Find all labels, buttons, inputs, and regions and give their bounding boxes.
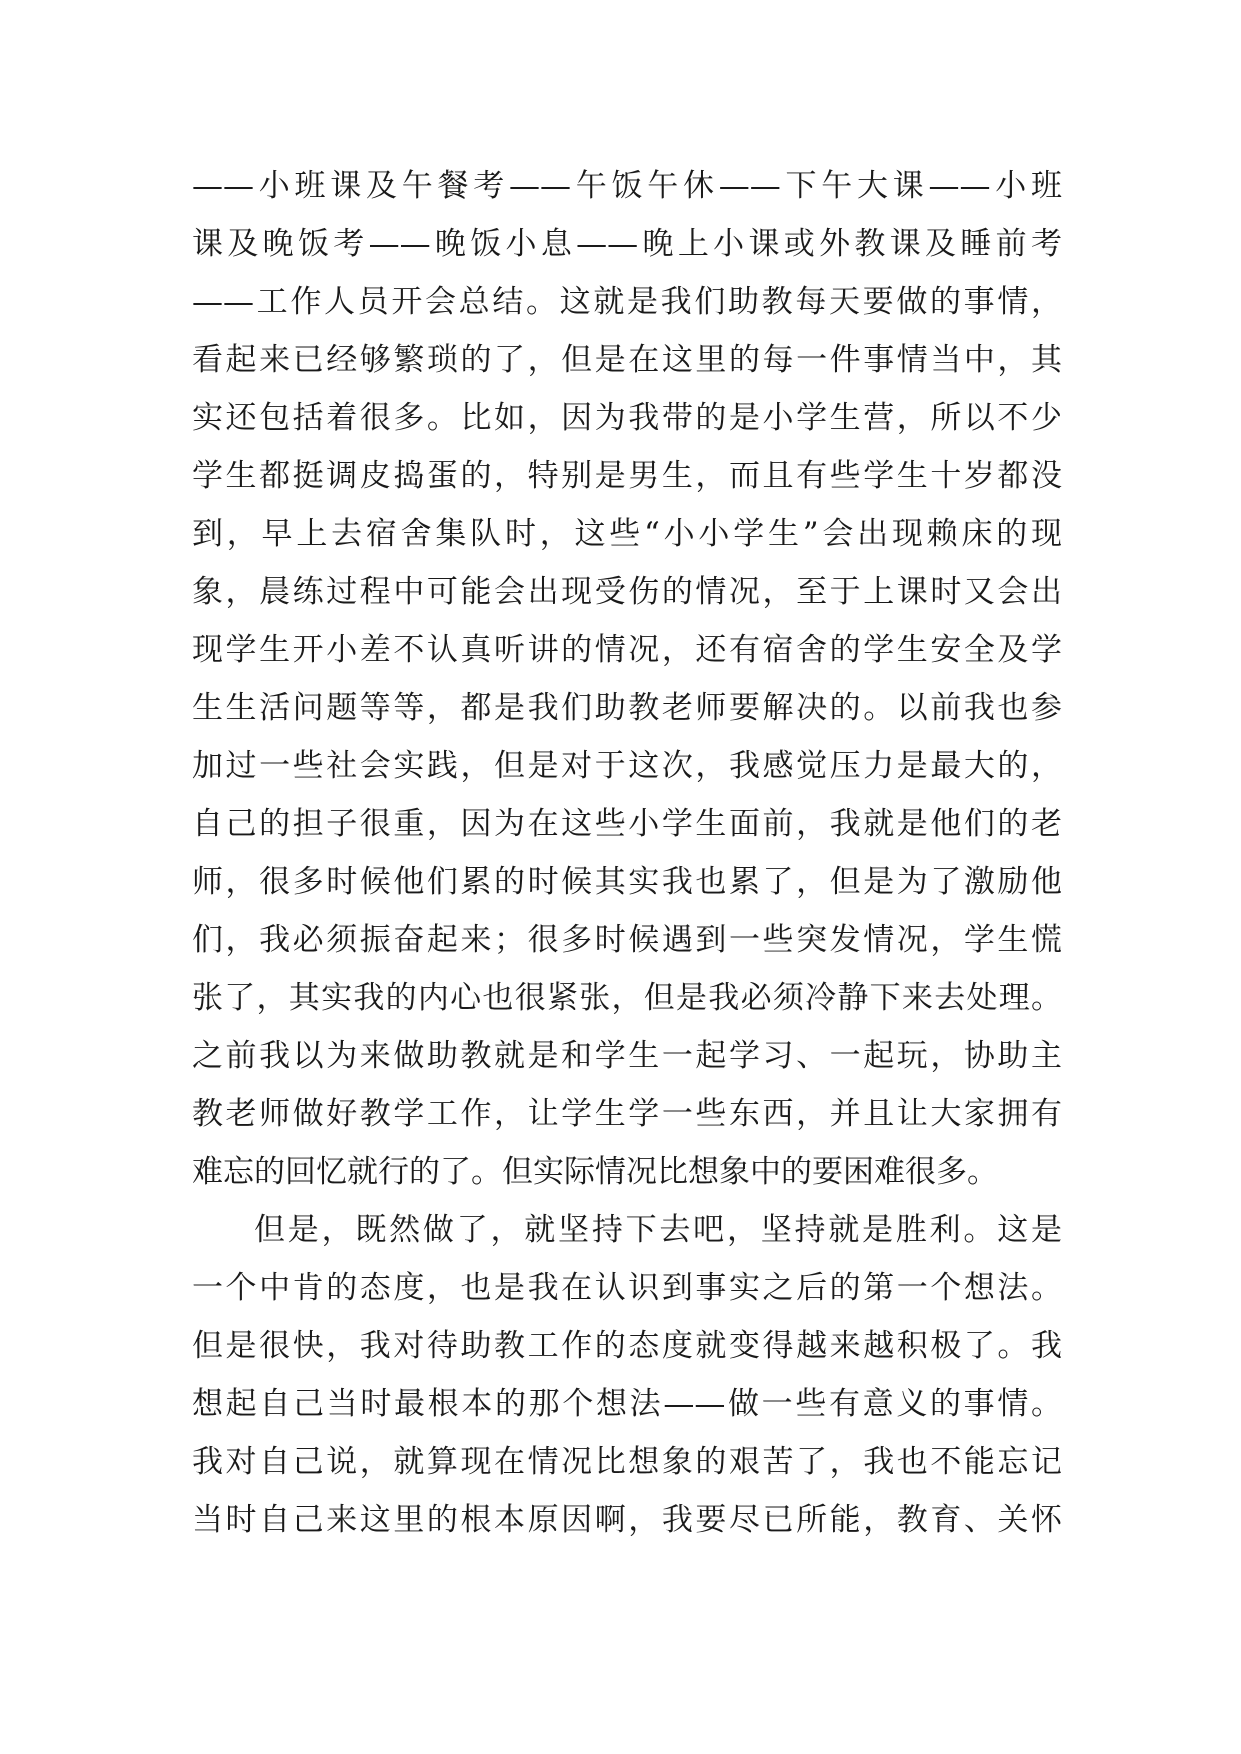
text-line: 加过一些社会实践，但是对于这次，我感觉压力是最大的，	[192, 748, 1062, 784]
text-line: 看起来已经够繁琐的了，但是在这里的每一件事情当中，其	[192, 342, 1062, 378]
text-line: 实还包括着很多。比如，因为我带的是小学生营，所以不少	[192, 400, 1062, 436]
text-line: 一个中肯的态度，也是我在认识到事实之后的第一个想法。	[192, 1270, 1062, 1306]
text-line: 象，晨练过程中可能会出现受伤的情况，至于上课时又会出	[192, 574, 1062, 610]
text-line: 教老师做好教学工作，让学生学一些东西，并且让大家拥有	[192, 1096, 1062, 1132]
text-line: 想起自己当时最根本的那个想法——做一些有意义的事情。	[192, 1386, 1062, 1422]
paragraph-first-line: 但是，既然做了，就坚持下去吧，坚持就是胜利。这是	[254, 1212, 1062, 1248]
text-line: 生生活问题等等，都是我们助教老师要解决的。以前我也参	[192, 690, 1062, 726]
text-line: 自己的担子很重，因为在这些小学生面前，我就是他们的老	[192, 806, 1062, 842]
text-line: 我对自己说，就算现在情况比想象的艰苦了，我也不能忘记	[192, 1444, 1062, 1480]
text-line: 学生都挺调皮捣蛋的，特别是男生，而且有些学生十岁都没	[192, 458, 1062, 494]
text-line: 张了，其实我的内心也很紧张，但是我必须冷静下来去处理。	[192, 980, 1062, 1016]
text-line: 现学生开小差不认真听讲的情况，还有宿舍的学生安全及学	[192, 632, 1062, 668]
text-line: 到，早上去宿舍集队时，这些“小小学生”会出现赖床的现	[192, 516, 1062, 552]
text-line: 们，我必须振奋起来；很多时候遇到一些突发情况，学生慌	[192, 922, 1062, 958]
text-line: 但是很快，我对待助教工作的态度就变得越来越积极了。我	[192, 1328, 1062, 1364]
text-line: 师，很多时候他们累的时候其实我也累了，但是为了激励他	[192, 864, 1062, 900]
body-text	[192, 157, 1062, 1549]
text-line: 课及晚饭考——晚饭小息——晚上小课或外教课及睡前考	[192, 226, 1062, 262]
text-line: 之前我以为来做助教就是和学生一起学习、一起玩，协助主	[192, 1038, 1062, 1074]
text-line: ——工作人员开会总结。这就是我们助教每天要做的事情，	[192, 284, 1062, 320]
text-line: 当时自己来这里的根本原因啊，我要尽已所能，教育、关怀	[192, 1502, 1062, 1538]
text-line: 难忘的回忆就行的了。但实际情况比想象中的要困难很多。	[192, 1154, 998, 1190]
text-line: ——小班课及午餐考——午饭午休——下午大课——小班	[192, 168, 1062, 204]
